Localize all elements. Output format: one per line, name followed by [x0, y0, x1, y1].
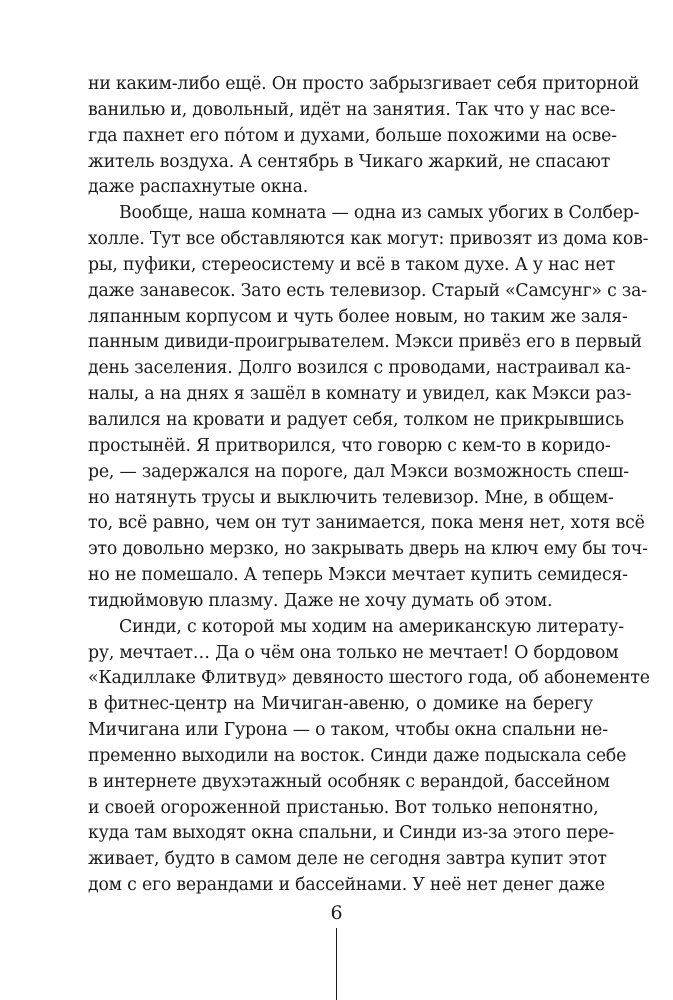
text-line: даже занавесок. Зато есть телевизор. Старый «Самсунг» с за-: [88, 280, 647, 301]
text-line: холле. Тут все обставляются как могут: привозят из дома ков-: [88, 229, 649, 250]
text-line: простынёй. Я притворился, что говорю с кем-то в коридо-: [88, 435, 611, 456]
text-line: дом с его верандами и бассейнами. У неё нет денег даже: [88, 875, 605, 896]
text-line: ры, пуфики, стереосистему и всё в таком духе. А у нас нет: [88, 254, 616, 275]
body-text: [88, 72, 650, 899]
text-line: тидюймовую плазму. Даже не хочу думать об этом.: [88, 590, 553, 611]
page-footer: [0, 902, 673, 924]
text-line: день заселения. Долго возился с проводами, настраивал ка-: [88, 358, 631, 379]
text-line: то, всё равно, чем он тут занимается, пока меня нет, хотя всё: [88, 513, 645, 534]
text-line: и своей огороженной пристанью. Вот только непонятно,: [88, 797, 599, 818]
text-line: ляпанным корпусом и чуть более новым, но таким же заля-: [88, 306, 628, 327]
text-line: ру, мечтает… Да о чём она только не мечтает! О бордовом: [88, 642, 619, 663]
text-line: ни каким-либо ещё. Он просто забрызгивает себя приторной: [88, 74, 640, 94]
text-line: куда там выходят окна спальни, и Синди из-за этого пере-: [88, 823, 615, 844]
text-line: но натянуть трусы и выключить телевизор. Мне, в общем-: [88, 487, 614, 508]
text-line: панным дивиди-проигрывателем. Мэкси привёз его в первый: [88, 332, 642, 353]
paragraph-3: [88, 615, 650, 899]
text-line: ре, — задержался на пороге, дал Мэкси возможность спеш-: [88, 461, 629, 482]
page-number: 6: [330, 902, 343, 924]
text-line: в интернете двухэтажный особняк с верандой, бассейном: [88, 771, 610, 792]
text-line: живает, будто в самом деле не сегодня завтра купит этот: [88, 849, 607, 870]
text-line: Синди, с которой мы ходим на американскую литерату-: [119, 616, 624, 637]
text-line: Вообще, наша комната — одна из самых убогих в Солбер-: [119, 203, 640, 224]
text-line: «Кадиллаке Флитвуд» девяносто шестого года, об абонементе: [88, 668, 650, 689]
text-line: это довольно мерзко, но закрывать дверь на ключ ему бы точ-: [88, 539, 648, 560]
text-line: ванилью и, довольный, идёт на занятия. Так что у нас все-: [88, 99, 616, 120]
text-line: в фитнес-центр на Мичиган-авеню, о домике на берегу: [88, 694, 593, 715]
text-line: пременно выходили на восток. Синди даже подыскала себе: [88, 745, 627, 766]
text-line: но не помешало. А теперь Мэкси мечтает купить семидеся-: [88, 565, 628, 586]
paragraph-2: [88, 201, 649, 615]
paragraph-1: [88, 72, 640, 201]
text-line: житель воздуха. А сентябрь в Чикаго жаркий, не спасают: [88, 151, 611, 172]
text-line: Мичигана или Гурона — о таком, чтобы окна спальни не-: [88, 720, 608, 741]
text-line: даже распахнутые окна.: [88, 177, 309, 198]
text-line: налы, а на днях я зашёл в комнату и увидел, как Мэкси раз-: [88, 384, 632, 405]
footer-vertical-rule: [336, 928, 337, 1000]
text-line: валился на кровати и радует себя, толком не прикрывшись: [88, 409, 624, 430]
text-line: гда пахнет его по́том и духами, больше похожими на осве-: [88, 125, 617, 146]
